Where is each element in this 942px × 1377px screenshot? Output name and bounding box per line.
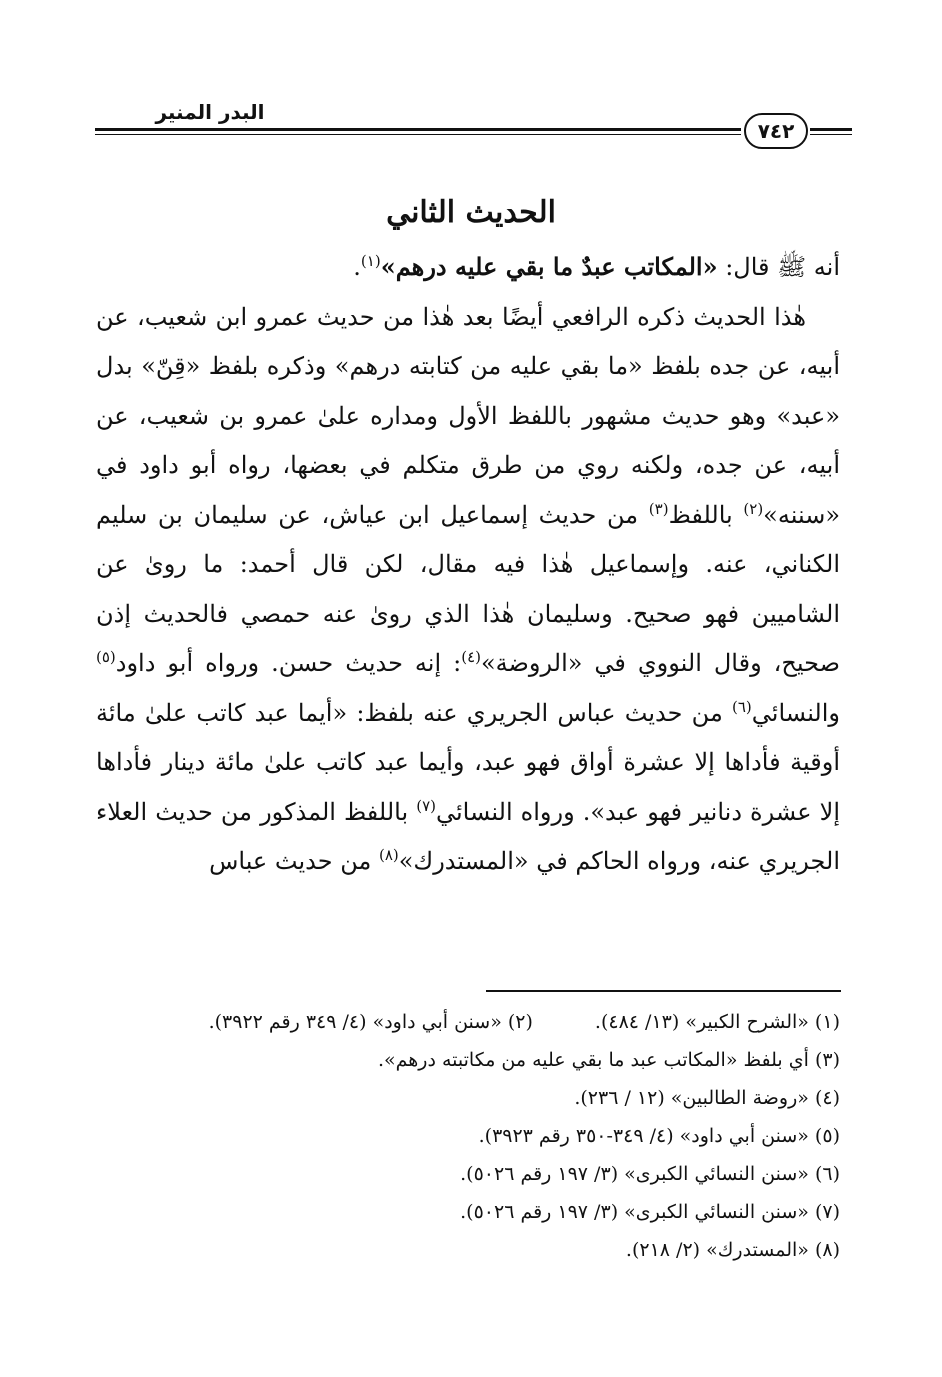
- footnote-ref-5: (٥): [96, 648, 116, 666]
- header-rule-thick-right: [810, 128, 852, 131]
- para-seg-d: : إنه حديث حسن. ورواه أبو داود: [115, 649, 462, 677]
- header-rule-thin: [95, 134, 741, 135]
- para-seg-b: باللفظ: [668, 500, 744, 529]
- hadith-text: «المكاتب عبدٌ ما بقي عليه درهم»: [380, 252, 718, 281]
- footnote-ref-1: (١): [360, 252, 381, 270]
- footnote-5: (٥) «سنن أبي داود» (٤/ ٣٤٩-٣٥٠ رقم ٣٩٢٣).: [478, 1125, 840, 1147]
- footnote-ref-4: (٤): [461, 648, 481, 666]
- section-title: الحديث الثاني: [386, 195, 556, 230]
- footnote-row: [96, 1003, 840, 1041]
- header-rule-thin-right: [810, 134, 852, 135]
- footnote-ref-3: (٣): [648, 499, 669, 518]
- footnote-1: (١) «الشرح الكبير» (١٣/ ٤٨٤).: [594, 1011, 840, 1033]
- footnote-ref-7: (٧): [416, 796, 436, 815]
- main-text: [96, 242, 840, 887]
- footnote-ref-6: (٦): [732, 697, 752, 716]
- para-seg-e: والنسائي: [751, 698, 840, 727]
- footnote-6: (٦) «سنن النسائي الكبرى» (٣/ ١٩٧ رقم ٥٠٢٦).: [460, 1163, 840, 1185]
- para-seg-a: هٰذا الحديث ذكره الرافعي أيضًا بعد هٰذا من حديث عمرو ابن شعيب، عن أبيه، عن جده بلفظ «ما بقي عليه من كتابته درهم» وذكره بلفظ «قِنّ» بدل «عبد» وهو حديث مشهور باللفظ الأول ومداره علىٰ عمرو بن شعيب، عن أبيه، عن جده، ولكنه روي من طرق متكلم في بعضها، رواه أبو داود في «سننه»: [96, 302, 841, 529]
- running-header-title: البدر المنير: [155, 100, 265, 124]
- footnote-7: (٧) «سنن النسائي الكبرى» (٣/ ١٩٧ رقم ٥٠٢٦).: [460, 1201, 840, 1223]
- commentary-paragraph: [96, 293, 840, 887]
- footnote-3: (٣) أي بلفظ «المكاتب عبد ما بقي عليه من مكاتبته درهم».: [377, 1049, 840, 1071]
- intro-prefix: أنه ﷺ قال:: [717, 253, 840, 281]
- footnote-8: (٨) «المستدرك» (٢/ ٢١٨).: [625, 1239, 840, 1261]
- footnote-4: (٤) «روضة الطالبين» (١٢ / ٢٣٦).: [574, 1087, 840, 1109]
- footnote-ref-2: (٢): [743, 499, 764, 518]
- header-rule-thick: [95, 128, 741, 131]
- footnote-ref-8: (٨): [378, 846, 399, 864]
- para-seg-h: من حديث عباس: [209, 847, 379, 875]
- para-seg-c: من حديث إسماعيل ابن عياش، عن سليمان بن سليم الكناني، عنه. وإسماعيل هٰذا فيه مقال، لكن قال أحمد: ما روىٰ عن الشاميين فهو صحيح. وسليمان هٰذا الذي روىٰ عنه حمصي فالحديث إذن صحيح، وقال النووي في «الروضة»: [96, 500, 841, 677]
- para-seg-f: من حديث عباس الجريري عنه بلفظ: «أيما عبد كاتب علىٰ مائة أوقية فأداها إلا عشرة أواق فهو عبد، وأيما عبد كاتب علىٰ مائة دينار فأداها إلا عشرة دنانير فهو عبد». ورواه النسائي: [96, 698, 840, 826]
- hadith-intro: أنه ﷺ قال: «المكاتب عبدٌ ما بقي عليه درهم»$^{(١)}$.: [353, 252, 840, 281]
- page-number: ٧٤٢: [744, 113, 808, 149]
- footnote-2: (٢) «سنن أبي داود» (٤/ ٣٤٩ رقم ٣٩٢٢).: [208, 1011, 533, 1033]
- footnotes: [96, 1003, 840, 1269]
- para-seg-g: باللفظ المذكور من حديث العلاء الجريري عنه، ورواه الحاكم في «المستدرك»: [96, 797, 840, 875]
- footnote-separator: [486, 990, 841, 992]
